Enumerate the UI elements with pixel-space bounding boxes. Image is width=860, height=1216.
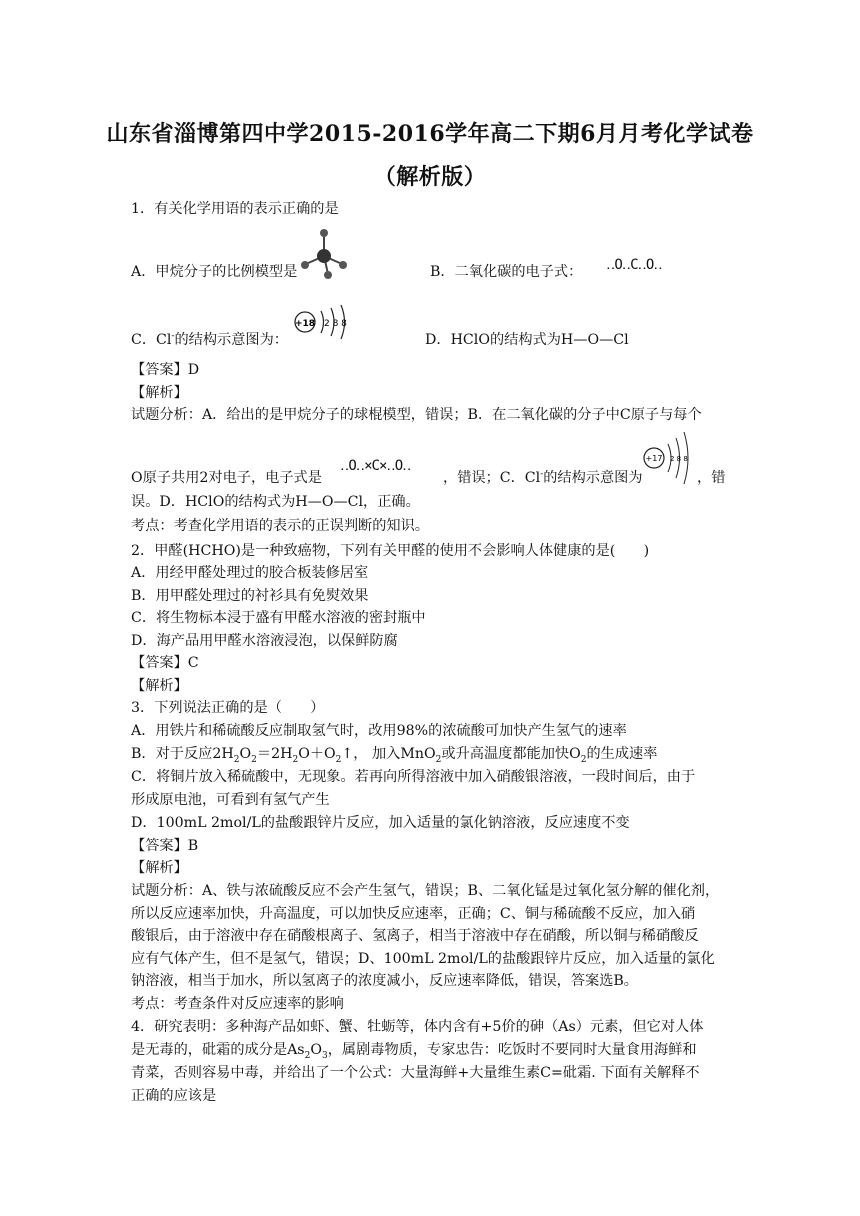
q2-option-c: C．将生物标本浸于盛有甲醛水溶液的密封瓶中: [131, 610, 426, 626]
cl-atom-structure-diagram: [640, 428, 692, 488]
q1-analysis-heading: 【解析】: [131, 385, 188, 401]
q1-analysis-line2-sup: -: [540, 469, 544, 480]
co2-electron-formula-analysis: ‥O‥×C×‥O‥: [340, 458, 411, 474]
q2-answer: 【答案】C: [131, 655, 199, 671]
q3-b-sub-c: 2: [292, 754, 299, 765]
q3-option-d: D．100mL 2mol/L的盐酸跟锌片反应，加入适量的氯化钠溶液，反应速度不变: [131, 815, 630, 831]
q3-option-b: [131, 744, 657, 764]
q3-b-sub-b: 2: [251, 754, 257, 765]
q3-analysis-heading: 【解析】: [131, 860, 188, 876]
q4-line4: 正确的应该是: [131, 1088, 217, 1104]
q3-b-3: ＝2H: [256, 746, 293, 762]
q3-b-7: 的生成速率: [586, 746, 658, 762]
q3-option-c-line1: C．将铜片放入稀硫酸中，无现象。若再向所得溶液中加入硝酸银溶液，一段时间后，由于: [131, 769, 696, 785]
cl-nucleus-label: +17: [645, 454, 663, 463]
exam-title: 山东省淄博第四中学2015-2016学年高二下期6月月考化学试卷: [106, 121, 754, 147]
q1-analysis-line2-pre: O原子共用2对电子，电子式是: [131, 470, 322, 486]
q1-answer: 【答案】D: [131, 362, 200, 378]
q3-b-4: O＋O: [298, 746, 336, 762]
q4-line2: [131, 1040, 697, 1060]
q3-analysis-line2: 所以反应速率加快，升高温度，可以加快反应速率，正确；C、铜与稀硫酸不反应，加入硝: [131, 906, 696, 922]
q1-option-c-post: 的结构示意图为：: [174, 332, 288, 348]
q4-line3: 青菜，否则容易中毒，并给出了一个公式：大量海鲜+大量维生素C=砒霜. 下面有关解释不: [131, 1065, 700, 1081]
co2-electron-formula: ‥O‥C‥O‥: [606, 257, 662, 273]
cl-ion-nucleus-label: +18: [294, 319, 316, 329]
q3-answer: 【答案】B: [131, 838, 199, 854]
q1-option-b: B．二氧化碳的电子式：: [430, 264, 583, 280]
q4-line1: 4．研究表明：多种海产品如虾、蟹、牡蛎等，体内含有+5价的砷（As）元素，但它对人体: [131, 1019, 704, 1035]
q1-option-c-pre: C．Cl: [131, 332, 172, 348]
q3-b-2: O: [239, 746, 252, 762]
q4-line2-post: ，属剧毒物质，专家忠告：吃饭时不要同时大量食用海鲜和: [327, 1042, 697, 1058]
q2-option-b: B．用甲醛处理过的衬衫具有免熨效果: [131, 588, 369, 604]
cl-ion-structure-diagram: [288, 303, 358, 345]
q3-analysis-line4: 应有气体产生，但不是氢气，错误；D、100mL 2mol/L的盐酸跟锌片反应，加入适量的氯化: [131, 951, 715, 967]
q4-line2-pre: 是无毒的，砒霜的成分是As: [131, 1042, 305, 1058]
q3-analysis-line5: 钠溶液，相当于加水，所以氢离子的浓度减小，反应速率降低，错误，答案选B。: [131, 973, 638, 989]
q3-b-5: ↑， 加入MnO: [341, 746, 436, 762]
q1-analysis-line2-mid: [443, 468, 643, 488]
cl-shells-label: 2 8 8: [670, 455, 688, 463]
q4-line2-mid: O: [310, 1042, 322, 1058]
q1-point: 考点：考查化学用语的表示的正误判断的知识。: [131, 518, 429, 534]
q1-option-c: [131, 330, 288, 350]
q1-option-d: D．HClO的结构式为H—O—Cl: [425, 332, 629, 348]
q3-point: 考点：考查条件对反应速率的影响: [131, 996, 344, 1012]
q3-b-sub-f: 2: [580, 754, 587, 765]
q1-analysis-line1: 试题分析：A．给出的是甲烷分子的球棍模型，错误；B．在二氧化碳的分子中C原子与每个: [131, 407, 702, 423]
q2-stem: 2．甲醛(HCHO)是一种致癌物，下列有关甲醛的使用不会影响人体健康的是( ): [131, 543, 650, 559]
q1-stem: 1．有关化学用语的表示正确的是: [131, 201, 339, 217]
methane-ball-stick-model: [298, 228, 350, 280]
q4-line2-sub1: 2: [304, 1050, 311, 1061]
q1-analysis-line2-end: ，错: [697, 470, 726, 486]
q3-b-6: 或升高温度都能加快O: [441, 746, 581, 762]
cl-ion-shells-label: 2 8 8: [324, 319, 347, 329]
q1-option-a: A．甲烷分子的比例模型是: [131, 264, 298, 280]
q2-option-a: A．用经甲醛处理过的胶合板装修居室: [131, 565, 369, 581]
q1-analysis-line2: [131, 468, 322, 488]
q3-b-sub-d: 2: [335, 754, 342, 765]
q1-analysis-line2-mid1: ，错误；C．Cl: [443, 470, 541, 486]
q3-b-1: B．对于反应2H: [131, 746, 234, 762]
q2-analysis-heading: 【解析】: [131, 678, 188, 694]
q3-stem: 3．下列说法正确的是（ ）: [131, 700, 325, 716]
q3-option-a: A．用铁片和稀硫酸反应制取氢气时，改用98%的浓硫酸可加快产生氢气的速率: [131, 723, 627, 739]
exam-title-subtitle: （解析版）: [373, 164, 487, 190]
q3-option-c-line2: 形成原电池，可看到有氢气产生: [131, 792, 330, 808]
q3-b-sub-a: 2: [233, 754, 240, 765]
q1-option-c-sup: -: [171, 331, 175, 342]
q3-analysis-line3: 酸银后，由于溶液中存在硝酸根离子、氢离子，相当于溶液中存在硝酸，所以铜与稀硝酸反: [131, 928, 699, 944]
q2-option-d: D．海产品用甲醛水溶液浸泡，以保鲜防腐: [131, 633, 398, 649]
q4-line2-sub2: 3: [321, 1050, 328, 1061]
q1-analysis-line3: 误。D．HClO的结构式为H—O—Cl，正确。: [131, 494, 420, 510]
q3-b-sub-e: 2: [435, 754, 442, 765]
q1-analysis-line2-mid2: 的结构示意图为: [543, 470, 643, 486]
q3-analysis-line1: 试题分析：A、铁与浓硫酸反应不会产生氢气，错误；B、二氧化锰是过氧化氢分解的催化剂，: [131, 883, 720, 899]
